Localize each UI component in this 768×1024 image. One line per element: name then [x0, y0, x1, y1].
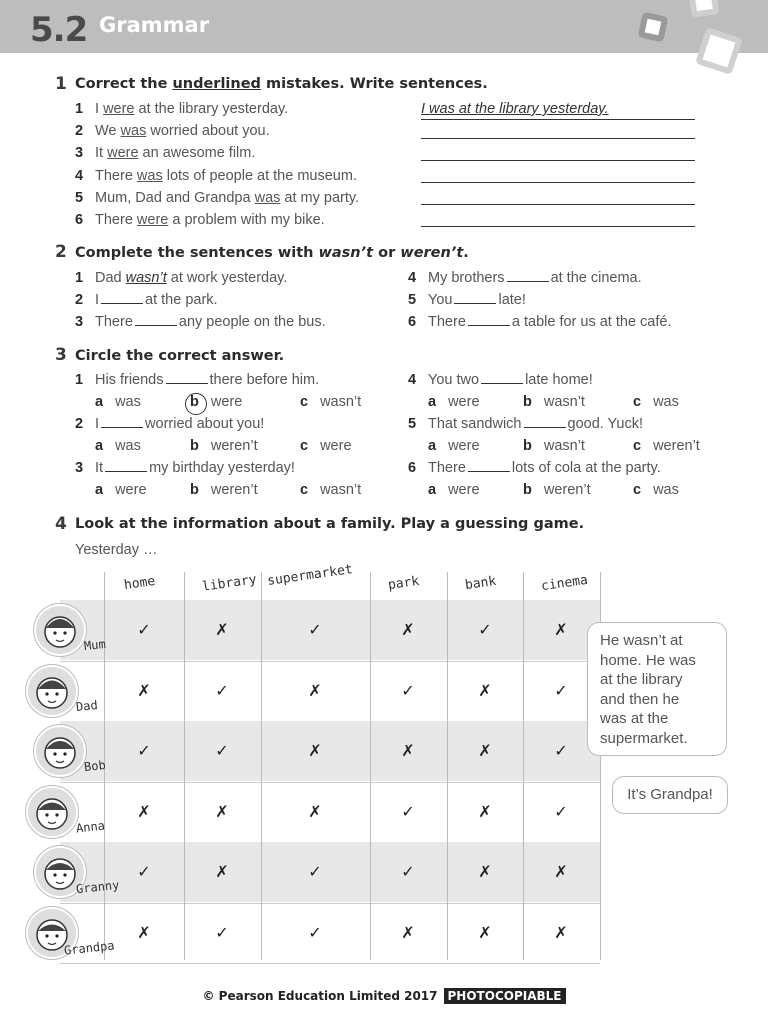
tick-mark: ✓ — [215, 680, 229, 700]
decorative-square — [688, 0, 719, 18]
column-divider — [447, 572, 448, 960]
sentence-text: lots of people at the museum. — [162, 167, 357, 184]
option-letter: a — [95, 394, 104, 410]
question-item — [408, 416, 643, 432]
column-divider — [184, 572, 185, 960]
bubble-line: and then he — [600, 690, 680, 708]
exercise-number: 3 — [55, 345, 67, 365]
tick-mark: ✗ — [478, 741, 492, 760]
option-a[interactable] — [428, 482, 480, 498]
sentence-text: It — [95, 460, 104, 476]
tick-mark: ✓ — [215, 741, 229, 760]
question-item — [408, 460, 661, 476]
option-letter: c — [633, 394, 642, 410]
answer-blank[interactable] — [105, 460, 147, 472]
sentence-item — [75, 292, 218, 308]
tick-mark: ✗ — [215, 862, 229, 881]
sentence-text: an awesome film. — [138, 145, 256, 162]
unit-number: 5.2 — [30, 10, 88, 50]
sentence-text: His friends — [95, 372, 164, 388]
row-divider — [60, 963, 600, 964]
option-letter: a — [428, 438, 437, 454]
bubble-line: home. He was — [600, 651, 696, 669]
photocopiable-badge: PHOTOCOPIABLE — [444, 988, 566, 1004]
option-letter: c — [300, 438, 309, 454]
sentence-text: a table for us at the café. — [511, 314, 672, 330]
item-number: 1 — [75, 270, 84, 286]
option-letter: b — [190, 482, 199, 498]
answer-blank[interactable] — [507, 270, 549, 282]
item-number: 4 — [408, 372, 417, 388]
column-header: bank — [464, 573, 498, 594]
sentence-text: You two — [428, 372, 480, 388]
sentence-text: There — [95, 212, 137, 228]
option-b[interactable] — [523, 482, 591, 498]
copyright: © Pearson Education Limited 2017 — [202, 989, 438, 1003]
tick-mark: ✗ — [308, 680, 322, 700]
dad-avatar — [26, 665, 78, 717]
sentence-text: any people on the bus. — [178, 314, 326, 330]
option-word: were — [448, 438, 480, 454]
option-letter: a — [95, 482, 104, 498]
person-name: Mum — [83, 636, 107, 654]
option-word: wasn’t — [543, 394, 585, 410]
option-word: wasn’t — [320, 482, 362, 498]
sentence-text: My brothers — [428, 270, 505, 286]
person-name: Dad — [75, 697, 99, 714]
option-a[interactable] — [428, 438, 480, 454]
exercise-number: 2 — [55, 242, 67, 262]
option-a[interactable] — [95, 482, 147, 498]
option-letter: b — [190, 394, 199, 410]
speech-bubble-clue — [587, 622, 727, 756]
option-word: were — [115, 482, 147, 498]
answer-blank[interactable] — [135, 314, 177, 326]
option-c[interactable] — [300, 438, 352, 454]
mum-avatar — [34, 604, 86, 656]
sentence-text: There — [428, 314, 466, 330]
bob-avatar — [34, 725, 86, 777]
sentence-item — [75, 101, 288, 117]
option-letter: c — [300, 394, 309, 410]
sentence-text: I — [95, 292, 100, 308]
answer-blank[interactable] — [166, 372, 208, 384]
answer-options — [95, 482, 395, 502]
answer-line[interactable] — [421, 226, 695, 227]
sentence-text: That sandwich — [428, 416, 522, 432]
circled-answer — [185, 393, 207, 415]
bubble-line: was at the — [600, 710, 669, 727]
footer — [0, 989, 768, 1003]
column-header: supermarket — [266, 562, 354, 589]
tick-mark: ✗ — [215, 620, 229, 639]
sentence-item — [75, 168, 357, 184]
option-word: weren’t — [543, 482, 591, 498]
bubble-line: supermarket. — [600, 729, 688, 747]
underlined-word: was — [136, 167, 163, 184]
tick-mark: ✗ — [308, 801, 322, 821]
exercise-number: 1 — [55, 74, 67, 94]
item-number: 6 — [75, 212, 84, 228]
tick-mark: ✗ — [478, 922, 492, 942]
answer-line[interactable] — [421, 204, 695, 205]
option-letter: b — [523, 438, 532, 454]
tick-mark: ✗ — [554, 862, 568, 881]
column-divider — [261, 572, 262, 960]
answer-line[interactable] — [421, 138, 695, 139]
option-word: weren’t — [210, 482, 258, 498]
item-number: 5 — [75, 189, 84, 206]
tick-mark: ✗ — [137, 922, 151, 942]
underlined-word: were — [107, 145, 139, 162]
option-letter: b — [523, 482, 532, 498]
item-number: 2 — [75, 123, 84, 140]
anna-avatar — [26, 786, 78, 838]
option-a[interactable] — [95, 438, 141, 454]
sentence-text: We — [95, 123, 121, 140]
sentence-text: at the park. — [145, 292, 218, 308]
option-c[interactable] — [300, 394, 362, 410]
column-divider — [370, 572, 371, 960]
option-word: were — [448, 482, 480, 498]
option-a[interactable] — [95, 394, 141, 410]
sentence-text: There — [428, 460, 466, 476]
question-item — [408, 372, 593, 388]
tick-mark: ✗ — [401, 922, 415, 942]
underlined-word: were — [136, 212, 169, 228]
option-word: was — [115, 394, 141, 410]
answer-blank[interactable] — [481, 372, 523, 384]
column-header: home — [123, 573, 157, 594]
sentence-item — [75, 212, 325, 228]
sentence-text: at work yesterday. — [166, 270, 288, 286]
tick-mark: ✗ — [137, 680, 151, 700]
option-b[interactable] — [190, 438, 258, 454]
option-letter: c — [633, 438, 642, 454]
option-word: were — [210, 394, 243, 410]
sentence-text: I — [95, 416, 100, 432]
sentence-text: good. Yuck! — [567, 416, 644, 432]
sentence-text: Mum, Dad and Grandpa — [95, 189, 255, 206]
example-answer: I was at the library yesterday. — [421, 101, 609, 117]
decorative-square — [695, 27, 743, 75]
option-c[interactable] — [633, 438, 700, 454]
item-number: 6 — [408, 460, 417, 476]
speech-bubble-guess: It’s Grandpa! — [612, 776, 728, 814]
item-number: 4 — [408, 270, 417, 286]
tick-mark: ✗ — [137, 801, 151, 821]
option-a[interactable] — [428, 394, 480, 410]
tick-mark: ✓ — [137, 620, 151, 639]
option-word: was — [653, 482, 679, 498]
yesterday-label: Yesterday … — [75, 542, 158, 558]
sentence-text: a problem with my bike. — [168, 212, 325, 228]
item-number: 5 — [408, 292, 417, 308]
tick-mark: ✗ — [554, 922, 568, 942]
item-number: 3 — [75, 145, 84, 162]
option-word: were — [448, 394, 480, 410]
answer-blank[interactable] — [101, 292, 143, 304]
page-title: Grammar — [99, 13, 210, 37]
sentence-item — [408, 270, 642, 286]
sentence-text: You — [428, 292, 453, 308]
option-c[interactable] — [300, 482, 362, 498]
exercise-instruction: Correct the underlined mistakes. Write sentences. — [75, 76, 488, 92]
sentence-text: Dad — [95, 270, 126, 286]
option-word: wasn’t — [320, 394, 362, 410]
option-word: was — [115, 438, 141, 454]
item-number: 1 — [75, 372, 84, 388]
tick-mark: ✓ — [137, 862, 151, 881]
option-letter: a — [428, 482, 437, 498]
tick-mark: ✓ — [554, 801, 568, 821]
tick-mark: ✗ — [215, 801, 229, 821]
option-b[interactable] — [523, 438, 585, 454]
tick-mark: ✗ — [478, 801, 492, 821]
exercise-instruction: Look at the information about a family. Play a guessing game. — [75, 516, 585, 532]
tick-mark: ✓ — [478, 620, 492, 639]
item-number: 2 — [75, 292, 84, 308]
answer-line[interactable] — [421, 119, 695, 120]
option-b[interactable] — [523, 394, 585, 410]
sentence-item — [408, 314, 672, 330]
tick-mark: ✓ — [554, 741, 568, 760]
option-letter: c — [300, 482, 309, 498]
item-number: 3 — [75, 314, 84, 330]
bubble-line: He wasn’t at — [600, 632, 683, 649]
tick-mark: ✓ — [401, 862, 415, 881]
underlined-word: was — [120, 123, 147, 140]
option-word: weren’t — [653, 438, 700, 454]
answer-line[interactable] — [421, 182, 695, 183]
answer-blank[interactable] — [468, 460, 510, 472]
tick-mark: ✗ — [478, 862, 492, 881]
item-number: 2 — [75, 416, 84, 432]
sentence-text: There — [95, 314, 133, 330]
answer-line[interactable] — [421, 160, 695, 161]
answer-options — [95, 438, 395, 458]
option-word: wasn’t — [543, 438, 585, 454]
item-number: 6 — [408, 314, 417, 330]
sentence-item — [75, 190, 359, 206]
option-letter: a — [95, 438, 104, 454]
person-name: Granny — [75, 877, 120, 897]
sentence-text: worried about you! — [145, 416, 265, 432]
question-item — [75, 416, 264, 432]
tick-mark: ✗ — [401, 741, 415, 760]
sentence-item — [75, 123, 270, 139]
example-answer: wasn’t — [125, 270, 167, 286]
sentence-text: There — [95, 167, 137, 184]
tick-mark: ✓ — [554, 680, 568, 700]
tick-mark: ✗ — [478, 680, 492, 700]
column-header: cinema — [540, 572, 589, 595]
item-number: 1 — [75, 101, 84, 117]
option-word: were — [320, 438, 352, 454]
person-name: Grandpa — [63, 937, 116, 958]
tick-mark: ✓ — [401, 801, 415, 821]
answer-blank[interactable] — [454, 292, 496, 304]
sentence-text: late home! — [525, 372, 593, 388]
person-name: Bob — [83, 757, 107, 775]
sentence-text: at my party. — [280, 189, 360, 206]
tick-mark: ✓ — [308, 620, 322, 639]
sentence-item — [408, 292, 526, 308]
tick-mark: ✓ — [308, 862, 322, 881]
item-number: 3 — [75, 460, 84, 476]
tick-mark: ✓ — [308, 922, 322, 942]
answer-blank[interactable] — [101, 416, 143, 428]
option-letter: b — [523, 394, 532, 410]
option-letter: c — [633, 482, 642, 498]
exercise-instruction: Circle the correct answer. — [75, 348, 285, 364]
sentence-text: at the library yesterday. — [134, 101, 289, 117]
tick-mark: ✓ — [401, 680, 415, 700]
sentence-text: my birthday yesterday! — [149, 460, 295, 476]
sentence-text: lots of cola at the party. — [511, 460, 661, 476]
answer-options — [428, 482, 728, 502]
sentence-text: late! — [498, 292, 526, 308]
option-c[interactable] — [633, 482, 679, 498]
question-item — [75, 372, 319, 388]
sentence-item — [75, 270, 287, 286]
option-c[interactable] — [633, 394, 679, 410]
answer-options — [428, 438, 728, 458]
exercise-number: 4 — [55, 514, 67, 534]
option-letter: a — [428, 394, 437, 410]
sentence-text: at the cinema. — [550, 270, 642, 286]
tick-mark: ✗ — [401, 620, 415, 639]
item-number: 4 — [75, 167, 84, 184]
sentence-item — [75, 145, 255, 161]
answer-options — [428, 394, 728, 414]
column-header: library — [201, 572, 258, 595]
item-number: 5 — [408, 416, 417, 432]
column-header: park — [387, 573, 421, 594]
sentence-item — [75, 314, 326, 330]
underlined-word: was — [254, 189, 281, 206]
option-letter: b — [190, 438, 199, 454]
sentence-text: worried about you. — [146, 123, 270, 140]
option-b[interactable] — [190, 482, 258, 498]
option-word: was — [653, 394, 679, 410]
option-word: weren’t — [210, 438, 258, 454]
person-name: Anna — [75, 818, 106, 835]
header-banner — [0, 0, 768, 53]
sentence-text: I — [95, 101, 104, 117]
answer-blank[interactable] — [524, 416, 566, 428]
tick-mark: ✗ — [554, 620, 568, 639]
tick-mark: ✓ — [215, 922, 229, 942]
answer-blank[interactable] — [468, 314, 510, 326]
bubble-line: at the library — [600, 671, 683, 688]
underlined-word: were — [103, 101, 135, 117]
tick-mark: ✓ — [137, 741, 151, 760]
sentence-text: there before him. — [209, 372, 320, 388]
tick-mark: ✗ — [308, 741, 322, 760]
question-item — [75, 460, 295, 476]
column-divider — [523, 572, 524, 960]
sentence-text: It — [95, 145, 108, 162]
decorative-square — [638, 12, 669, 43]
answer-options — [95, 394, 395, 414]
exercise-instruction: Complete the sentences with wasn’t or weren’t. — [75, 245, 469, 261]
